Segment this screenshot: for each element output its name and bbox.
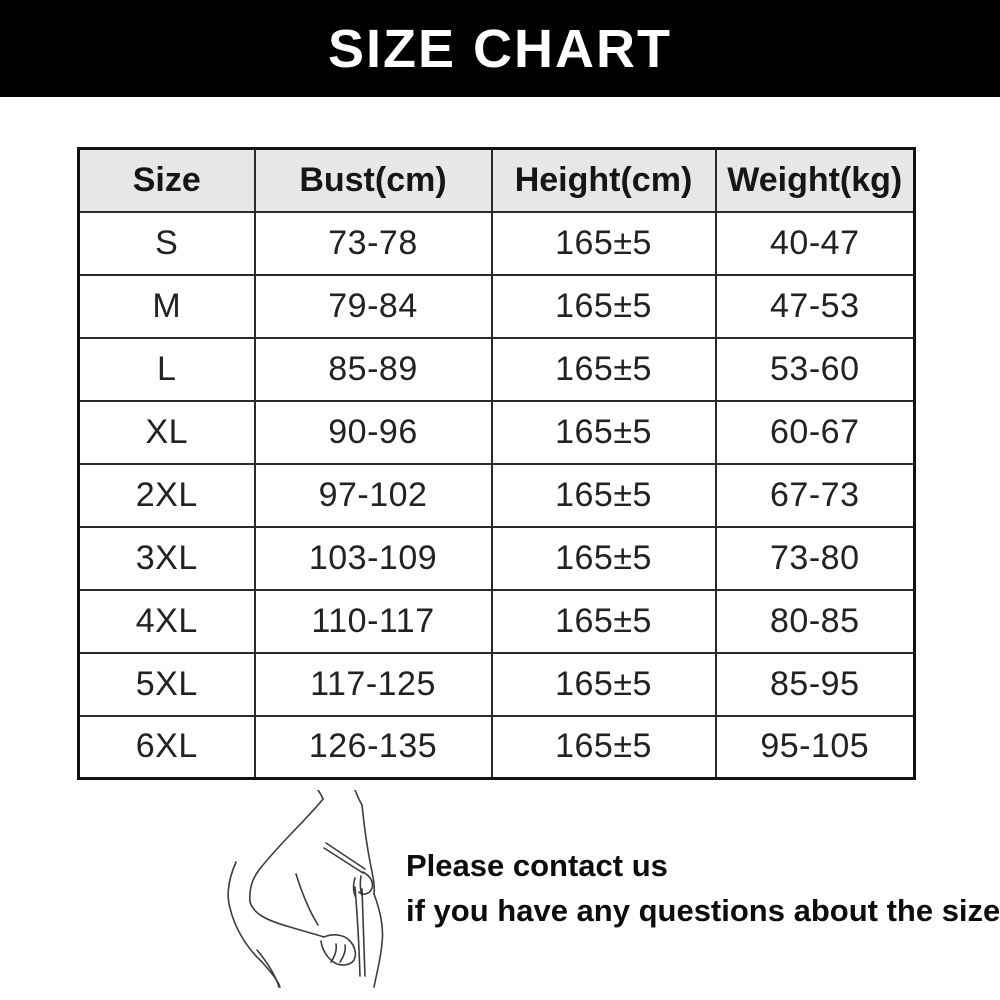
size-cell: XL — [79, 401, 255, 464]
size-cell: 4XL — [79, 590, 255, 653]
table-row — [79, 338, 915, 401]
size-cell: 6XL — [79, 716, 255, 779]
contact-note-line1: Please contact us — [406, 848, 668, 883]
weight-cell: 85-95 — [716, 653, 915, 716]
bust-cell: 126-135 — [255, 716, 492, 779]
column-header-weight: Weight(kg) — [716, 149, 915, 212]
page-title: SIZE CHART — [328, 18, 672, 79]
size-cell: 5XL — [79, 653, 255, 716]
size-chart-banner — [0, 0, 1000, 97]
height-cell: 165±5 — [492, 275, 716, 338]
bust-cell: 90-96 — [255, 401, 492, 464]
bust-cell: 85-89 — [255, 338, 492, 401]
table-row — [79, 653, 915, 716]
height-cell: 165±5 — [492, 338, 716, 401]
size-cell: S — [79, 212, 255, 275]
weight-cell: 40-47 — [716, 212, 915, 275]
contact-note — [406, 843, 1000, 933]
woman-measuring-bust-icon — [227, 790, 405, 988]
weight-cell: 73-80 — [716, 527, 915, 590]
table-header-row — [79, 149, 915, 212]
bust-cell: 79-84 — [255, 275, 492, 338]
height-cell: 165±5 — [492, 401, 716, 464]
weight-cell: 95-105 — [716, 716, 915, 779]
height-cell: 165±5 — [492, 716, 716, 779]
size-cell: L — [79, 338, 255, 401]
height-cell: 165±5 — [492, 527, 716, 590]
weight-cell: 47-53 — [716, 275, 915, 338]
bust-cell: 117-125 — [255, 653, 492, 716]
weight-cell: 53-60 — [716, 338, 915, 401]
height-cell: 165±5 — [492, 590, 716, 653]
bust-cell: 73-78 — [255, 212, 492, 275]
table-row — [79, 275, 915, 338]
table-row — [79, 590, 915, 653]
weight-cell: 60-67 — [716, 401, 915, 464]
table-row — [79, 212, 915, 275]
height-cell: 165±5 — [492, 212, 716, 275]
bust-cell: 97-102 — [255, 464, 492, 527]
table-row — [79, 401, 915, 464]
contact-note-line2: if you have any questions about the size — [406, 893, 1000, 928]
bust-cell: 110-117 — [255, 590, 492, 653]
table-row — [79, 464, 915, 527]
size-cell: 2XL — [79, 464, 255, 527]
measurement-figure-illustration — [227, 790, 405, 988]
weight-cell: 80-85 — [716, 590, 915, 653]
size-cell: 3XL — [79, 527, 255, 590]
column-header-size: Size — [79, 149, 255, 212]
height-cell: 165±5 — [492, 653, 716, 716]
column-header-bust: Bust(cm) — [255, 149, 492, 212]
height-cell: 165±5 — [492, 464, 716, 527]
column-header-height: Height(cm) — [492, 149, 716, 212]
size-cell: M — [79, 275, 255, 338]
weight-cell: 67-73 — [716, 464, 915, 527]
table-row — [79, 527, 915, 590]
size-table — [77, 147, 916, 780]
table-row — [79, 716, 915, 779]
bust-cell: 103-109 — [255, 527, 492, 590]
